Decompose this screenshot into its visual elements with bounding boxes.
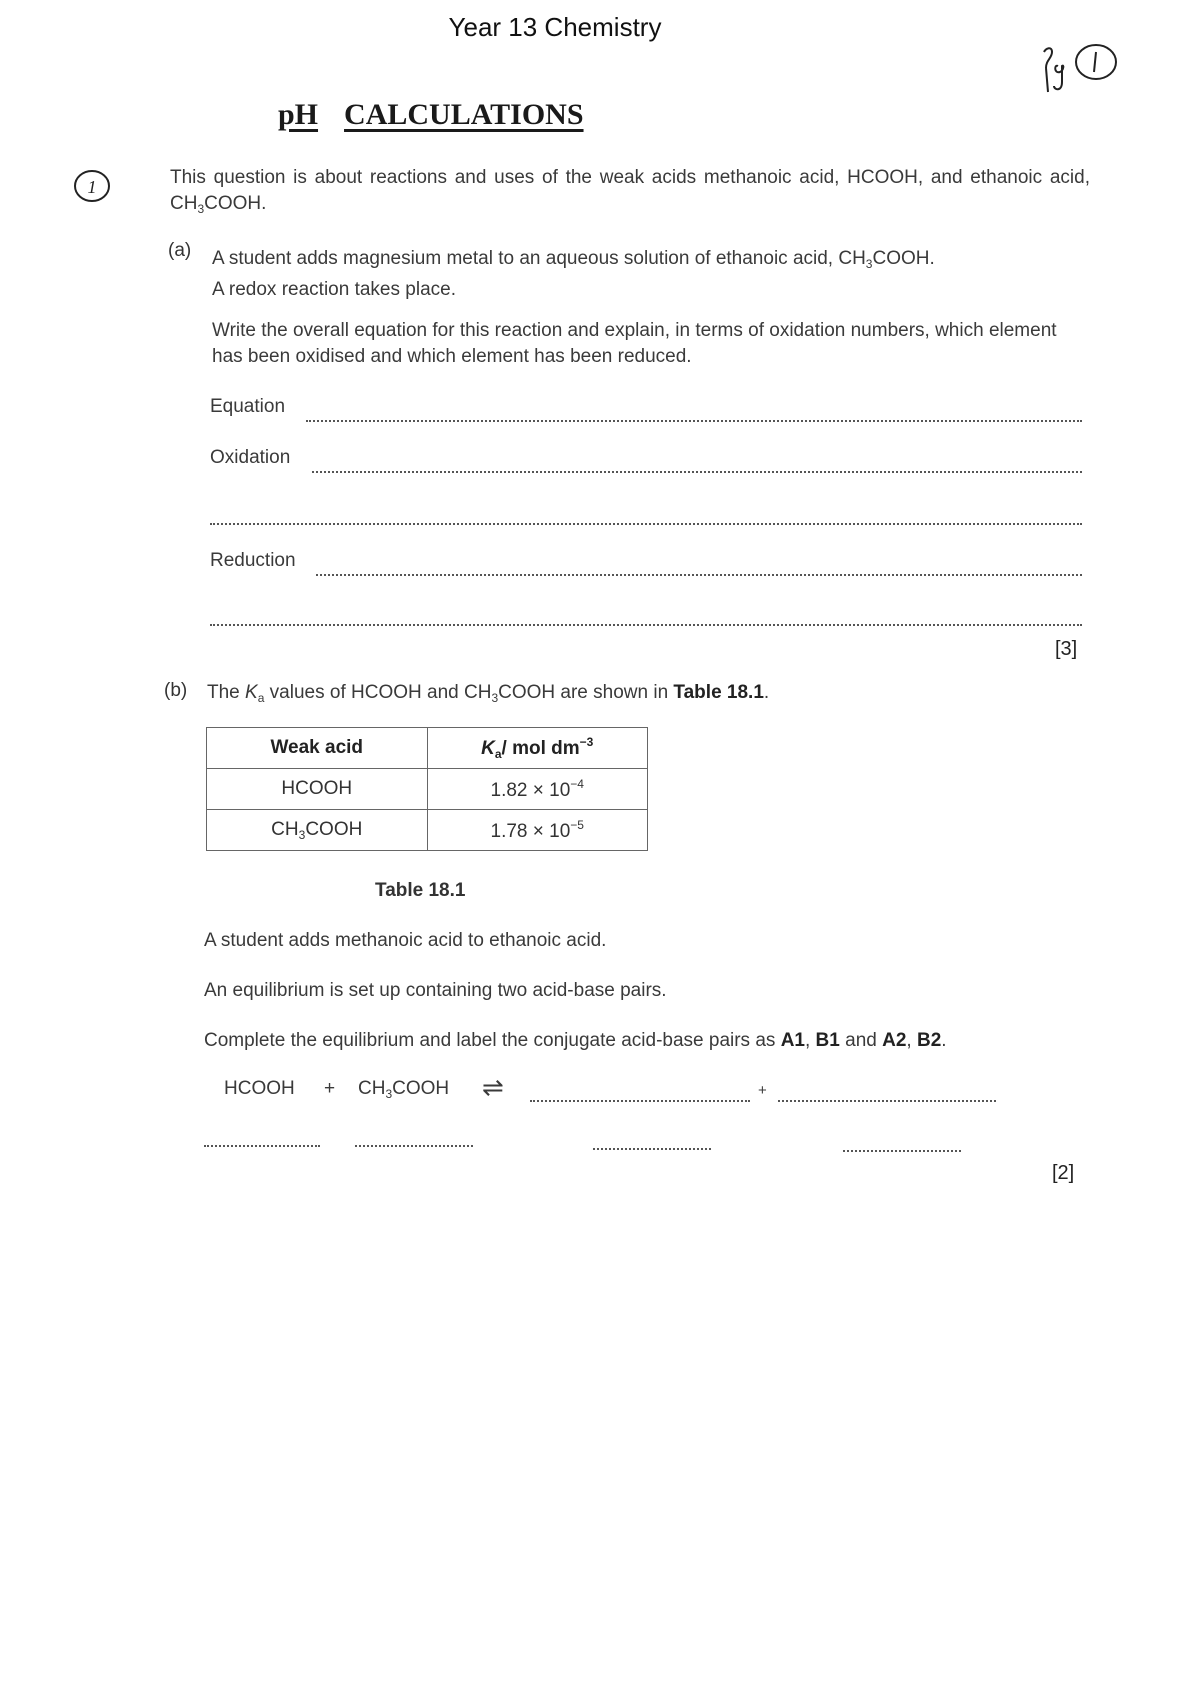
label-line-product-1[interactable] — [593, 1148, 711, 1150]
table-header-row — [207, 728, 648, 769]
header-ka: $K_a/$ mol $dm^{-3}$ — [427, 728, 648, 769]
eq-reactant-1: HCOOH — [224, 1078, 295, 1099]
eq-plus-2: + — [758, 1082, 767, 1099]
page-title — [278, 98, 584, 132]
reduction-answer-line-2[interactable] — [210, 624, 1082, 626]
ka-table — [206, 727, 648, 851]
part-a-text: A student adds magnesium metal to an aqueous solution of ethanoic acid, $CH_3COOH$. A redox reaction takes place. — [212, 248, 935, 300]
question-number-circled — [72, 168, 112, 204]
eq-reactant-2: $CH_3COOH$ — [358, 1078, 450, 1101]
oxidation-answer-line-2[interactable] — [210, 523, 1082, 525]
part-b-line-3: Complete the equilibrium and label the conjugate acid-base pairs as A1, B1 and A2, B2. — [204, 1030, 947, 1051]
header-weak-acid: Weak acid — [207, 728, 428, 769]
product-1-answer-line[interactable] — [530, 1100, 750, 1102]
part-a-label: (a) — [168, 240, 192, 261]
reduction-label: Reduction — [210, 550, 296, 571]
oxidation-answer-line[interactable] — [312, 471, 1082, 473]
part-b-line-1: A student adds methanoic acid to ethanoic acid. — [204, 930, 607, 951]
ka-cell: $1.82 \times 10^{-4}$ — [427, 769, 648, 810]
page-number-handwritten — [1040, 38, 1130, 98]
acid-cell: $CH_3COOH$ — [207, 810, 428, 851]
equation-label: Equation — [210, 396, 286, 417]
title-calculations: CALCULATIONS — [344, 98, 584, 131]
part-b-label: (b) — [164, 680, 188, 701]
equation-answer-line[interactable] — [306, 420, 1082, 422]
table-row — [207, 769, 648, 810]
part-a-instruction: Write the overall equation for this reaction and explain, in terms of oxidation numbers, which element has been oxidised and which element has been reduced. — [212, 320, 1057, 367]
part-b-intro: The $K_a$ values of HCOOH and $CH_3COOH$ are shown in Table 18.1. — [207, 682, 770, 705]
reduction-answer-line[interactable] — [316, 574, 1082, 576]
part-b-line-2: An equilibrium is set up containing two acid-base pairs. — [204, 980, 667, 1001]
label-line-reactant-1[interactable] — [204, 1145, 320, 1147]
label-line-product-2[interactable] — [843, 1150, 961, 1152]
header-title: Year 13 Chemistry — [448, 12, 662, 42]
acid-cell: HCOOH — [207, 769, 428, 810]
table-caption: Table 18.1 — [375, 880, 466, 901]
part-b-marks: [2] — [1052, 1162, 1075, 1184]
part-a-marks: [3] — [1055, 638, 1078, 660]
label-line-reactant-2[interactable] — [355, 1145, 473, 1147]
ka-cell: $1.78 \times 10^{-5}$ — [427, 810, 648, 851]
svg-text:1: 1 — [87, 177, 97, 197]
product-2-answer-line[interactable] — [778, 1100, 996, 1102]
oxidation-label: Oxidation — [210, 447, 291, 468]
question-intro: This question is about reactions and uses of the weak acids methanoic acid, HCOOH, and ethanoic acid, $CH_3COOH$. — [170, 167, 1090, 216]
equilibrium-arrow-icon: ⇌ — [482, 1072, 504, 1102]
table-row — [207, 810, 648, 851]
title-ph: pH — [278, 98, 319, 131]
eq-plus-1: + — [324, 1078, 336, 1099]
